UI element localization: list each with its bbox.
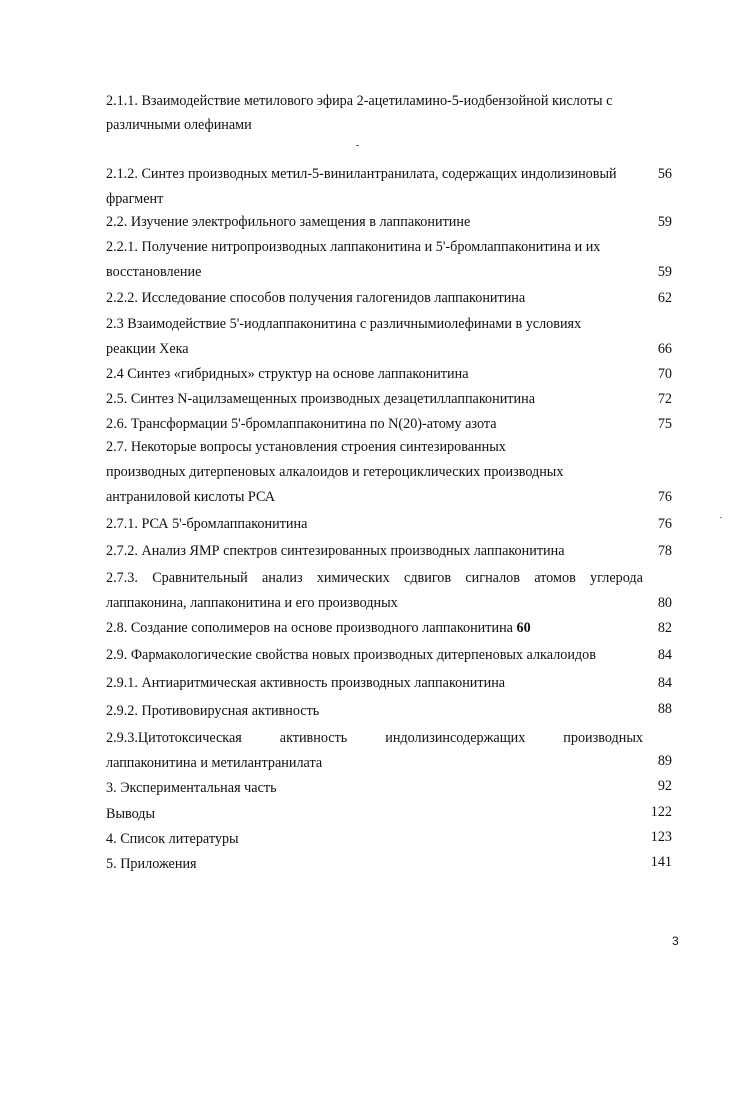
toc-page-2-9-3: 89 bbox=[657, 753, 672, 769]
toc-entry-2-7-1: 2.7.1. РСА 5'-бромлаппаконитина bbox=[106, 516, 308, 532]
word: химических bbox=[316, 570, 390, 586]
toc-entry-2-1-2-line1: 2.1.2. Синтез производных метил-5-винилантранилата, содержащих индолизиновый bbox=[106, 166, 617, 182]
toc-entry-2-7-line3: антраниловой кислоты РСА bbox=[106, 489, 275, 505]
word: атомов bbox=[534, 570, 576, 586]
toc-page-3: 92 bbox=[657, 778, 672, 794]
word: Сравнительный bbox=[152, 570, 248, 586]
toc-page-2-1-2: 56 bbox=[657, 166, 672, 182]
toc-entry-2-7-line1: 2.7. Некоторые вопросы установления строения синтезированных bbox=[106, 439, 506, 455]
page-number: 3 bbox=[672, 934, 679, 948]
toc-page-2-7-2: 78 bbox=[657, 543, 672, 559]
toc-entry-3: 3. Экспериментальная часть bbox=[106, 780, 277, 796]
toc-entry-2-9-3-line2: лаппаконитина и метилантранилата bbox=[106, 755, 323, 771]
toc-page-2-8: 82 bbox=[657, 620, 672, 636]
toc-entry-2-7-line2: производных дитерпеновых алкалоидов и гетероциклических производных bbox=[106, 464, 564, 480]
toc-page-4: 123 bbox=[650, 829, 672, 845]
toc-entry-2-2-1-line1: 2.2.1. Получение нитропроизводных лаппаконитина и 5'-бромлаппаконитина и их bbox=[106, 239, 601, 255]
word: углерода bbox=[590, 570, 643, 586]
toc-page-2-2-1: 59 bbox=[657, 264, 672, 280]
toc-entry-2-9-2: 2.9.2. Противовирусная активность bbox=[106, 703, 320, 719]
toc-entry-2-8-compound-number: 60 bbox=[516, 620, 531, 636]
word: 2.7.3. bbox=[106, 570, 138, 586]
toc-page-2-7: 76 bbox=[657, 489, 672, 505]
word: индолизинсодержащих bbox=[385, 730, 526, 746]
toc-entry-2-9: 2.9. Фармакологические свойства новых производных дитерпеновых алкалоидов bbox=[106, 647, 596, 663]
toc-entry-2-9-1: 2.9.1. Антиаритмическая активность производных лаппаконитина bbox=[106, 675, 506, 691]
toc-entry-2-2-2: 2.2.2. Исследование способов получения галогенидов лаппаконитина bbox=[106, 290, 526, 306]
toc-page-2-2: 59 bbox=[657, 214, 672, 230]
stray-mark bbox=[356, 145, 359, 146]
toc-page-5: 141 bbox=[650, 854, 672, 870]
toc-page-2-9: 84 bbox=[657, 647, 672, 663]
word: активность bbox=[279, 730, 348, 746]
toc-entry-2-3-line1: 2.3 Взаимодействие 5'-иодлаппаконитина с различнымиолефинами в условиях bbox=[106, 316, 582, 332]
toc-entry-2-1-1-line1: 2.1.1. Взаимодействие метилового эфира 2-ацетиламино-5-иодбензойной кислоты с bbox=[106, 93, 613, 109]
toc-entry-conclusions: Выводы bbox=[106, 806, 156, 822]
toc-page-2-9-1: 84 bbox=[657, 675, 672, 691]
toc-page-2-6: 75 bbox=[657, 416, 672, 432]
toc-entry-2-2-1-line2: восстановление bbox=[106, 264, 202, 280]
toc-entry-2-5: 2.5. Синтез N-ацилзамещенных производных дезацетиллаппаконитина bbox=[106, 391, 535, 407]
toc-entry-5: 5. Приложения bbox=[106, 856, 197, 872]
toc-page-2-4: 70 bbox=[657, 366, 672, 382]
toc-page-2-2-2: 62 bbox=[657, 290, 672, 306]
toc-entry-2-7-3-line2: лаппаконина, лаппаконитина и его производных bbox=[106, 595, 398, 611]
word: сдвигов bbox=[404, 570, 452, 586]
toc-entry-2-8-text: 2.8. Создание сополимеров на основе производного лаппаконитина bbox=[106, 620, 513, 636]
toc-entry-4: 4. Список литературы bbox=[106, 831, 239, 847]
toc-entry-2-1-1-line2: различными олефинами bbox=[106, 117, 252, 133]
toc-page-2-7-1: 76 bbox=[657, 516, 672, 532]
toc-page-2-7-3: 80 bbox=[657, 595, 672, 611]
toc-entry-2-9-3-line1 bbox=[106, 729, 643, 747]
toc-page-conclusions: 122 bbox=[650, 804, 672, 820]
toc-entry-2-6: 2.6. Трансформации 5'-бромлаппаконитина по N(20)-атому азота bbox=[106, 416, 497, 432]
toc-entry-2-4: 2.4 Синтез «гибридных» структур на основе лаппаконитина bbox=[106, 366, 469, 382]
word: сигналов bbox=[465, 570, 520, 586]
word: 2.9.3.Цитотоксическая bbox=[106, 730, 242, 746]
margin-mark bbox=[720, 517, 722, 518]
toc-entry-2-7-2: 2.7.2. Анализ ЯМР спектров синтезированных производных лаппаконитина bbox=[106, 543, 565, 559]
toc-entry-2-2: 2.2. Изучение электрофильного замещения в лаппаконитине bbox=[106, 214, 471, 230]
toc-page-2-9-2: 88 bbox=[657, 701, 672, 717]
toc-entry-2-1-2-line2: фрагмент bbox=[106, 191, 164, 207]
word: анализ bbox=[261, 570, 303, 586]
toc-entry-2-8 bbox=[106, 619, 531, 637]
toc-page-2-3: 66 bbox=[657, 341, 672, 357]
word: производных bbox=[563, 730, 643, 746]
toc-entry-2-7-3-line1 bbox=[106, 569, 643, 587]
toc-entry-2-3-line2: реакции Хека bbox=[106, 341, 189, 357]
toc-page-2-5: 72 bbox=[657, 391, 672, 407]
